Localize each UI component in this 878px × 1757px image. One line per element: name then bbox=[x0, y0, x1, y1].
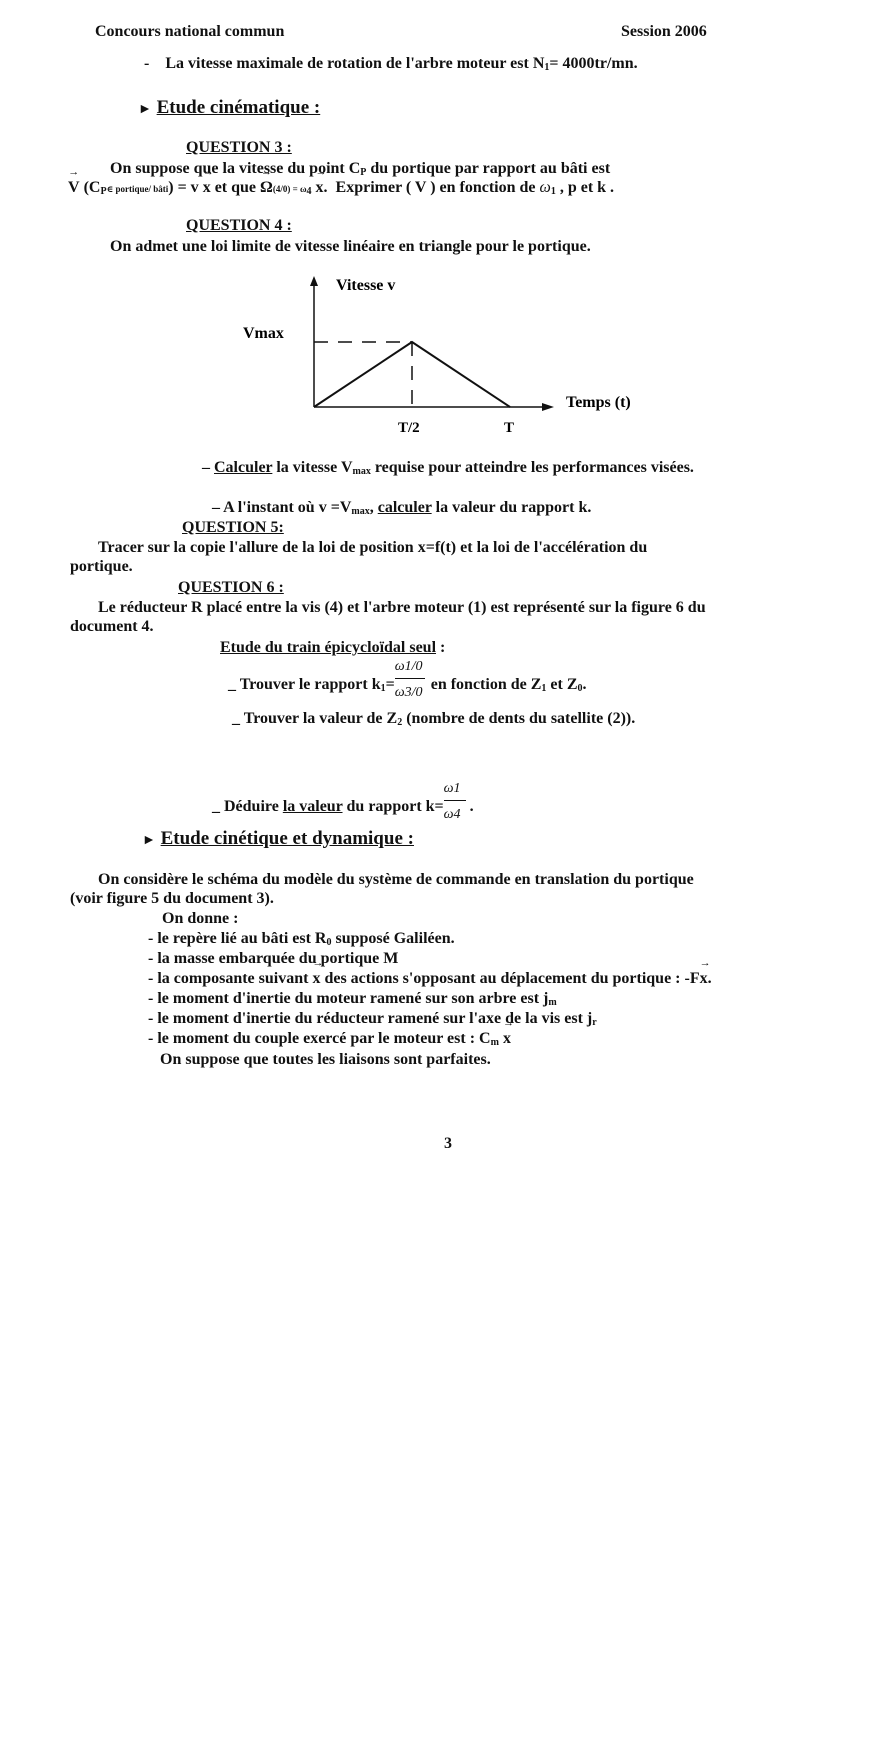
dyn-line1: On considère le schéma du modèle du système de commande en translation du portique bbox=[98, 871, 694, 888]
x-unit-vector: → x bbox=[203, 178, 211, 198]
k-fraction: $\frac{\omega 1}{\omega 4}$ bbox=[444, 791, 470, 811]
q5-line2: portique. bbox=[70, 558, 133, 575]
x-axis-label: Temps (t) bbox=[566, 394, 631, 411]
section-cinematique bbox=[138, 98, 320, 120]
list-item: - la masse embarquée du portique M bbox=[148, 950, 399, 967]
triangle-marker-icon: ► bbox=[138, 102, 152, 117]
list-item: - le moment d'inertie du moteur ramené sur son arbre est $j_m$ bbox=[148, 990, 557, 1008]
q5-line1: Tracer sur la copie l'allure de la loi de position x=f(t) et la loi de l'accélération du bbox=[98, 539, 648, 556]
x-axis bbox=[314, 403, 554, 411]
section-title: Etude cinématique : bbox=[156, 97, 321, 118]
dyn-on-donne: On donne : bbox=[162, 910, 239, 927]
k1-fraction: $\frac{\omega 1/0}{\omega 3/0}$ bbox=[395, 669, 431, 689]
calc-k: – A l'instant où $v =V_{max}$, calculer la valeur du rapport k. bbox=[212, 499, 592, 517]
page-number: 3 bbox=[444, 1135, 452, 1152]
calc-vmax: – Calculer la vitesse $V_{max}$ requise pour atteindre les performances visées. bbox=[202, 459, 694, 477]
y-axis-label: Vitesse v bbox=[336, 277, 396, 294]
q6-line2: document 4. bbox=[70, 618, 154, 635]
x-tick-label-t: T bbox=[504, 420, 515, 436]
q3-heading: QUESTION 3 : bbox=[186, 139, 292, 156]
triangle-marker-icon: ► bbox=[142, 833, 156, 848]
q6-item2: _ Trouver la valeur de $Z_2$ (nombre de dents du satellite (2)). bbox=[232, 710, 636, 728]
header-left: Concours national commun bbox=[95, 23, 285, 40]
section-title: Etude cinétique et dynamique : bbox=[160, 828, 414, 849]
list-item: - le moment d'inertie du réducteur ramené sur l'axe de la vis est $j_r$ bbox=[148, 1010, 597, 1028]
q6-line1: Le réducteur R placé entre la vis (4) et l'arbre moteur (1) est représenté sur la figure 6 du bbox=[98, 599, 706, 616]
list-item: - le repère lié au bâti est $R_0$ supposé Galiléen. bbox=[148, 930, 455, 948]
q3-line1: On suppose que la vitesse du point $C_P$ du portique par rapport au bâti est bbox=[110, 160, 611, 178]
omega-vector: → Ω bbox=[260, 178, 273, 198]
vmax-tick-label: Vmax bbox=[243, 325, 284, 342]
velocity-chart bbox=[230, 272, 650, 442]
section-cinetique bbox=[142, 829, 414, 851]
dyn-line2: (voir figure 5 du document 3). bbox=[70, 890, 274, 907]
list-item: - la composante suivant → x des actions s'opposant au déplacement du portique : -F→ x. bbox=[148, 969, 712, 989]
q4-line1: On admet une loi limite de vitesse linéaire en triangle pour le portique. bbox=[110, 238, 591, 255]
velocity-vector: → V bbox=[68, 178, 80, 198]
q6-deduire: _ Déduire la valeur du rapport k= $\frac{\omega 1}{\omega 4}$ . bbox=[212, 781, 474, 822]
dyn-conclusion: On suppose que toutes les liaisons sont parfaites. bbox=[160, 1051, 491, 1068]
q6-subheading: Etude du train épicycloïdal seul : bbox=[220, 639, 446, 656]
q4-heading: QUESTION 4 : bbox=[186, 217, 292, 234]
q5-heading: QUESTION 5: bbox=[182, 519, 284, 536]
q6-heading: QUESTION 6 : bbox=[178, 579, 284, 596]
q6-item1: _ Trouver le rapport $k_1=$ $\frac{\omega 1/0}{\omega 3/0}$ en fonction de $Z_1$ et $Z_0$. bbox=[228, 659, 587, 700]
q3-line2: → V ($C_P\in$ portique/ bâti) = v → x et que → $\Omega(4/0) = \omega_4 \to x$. Exprimer ( V ) en fonction de $\omega_1$ , p et k . bbox=[68, 178, 614, 202]
intro-line: - La vitesse maximale de rotation de l'arbre moteur est $N_1= 4000tr/mn$. bbox=[144, 55, 638, 73]
header-right: Session 2006 bbox=[621, 23, 707, 40]
x-tick-label-t2: T/2 bbox=[398, 420, 420, 436]
list-item: - le moment du couple exercé par le moteur est : $C_m \to x$ bbox=[148, 1029, 511, 1053]
